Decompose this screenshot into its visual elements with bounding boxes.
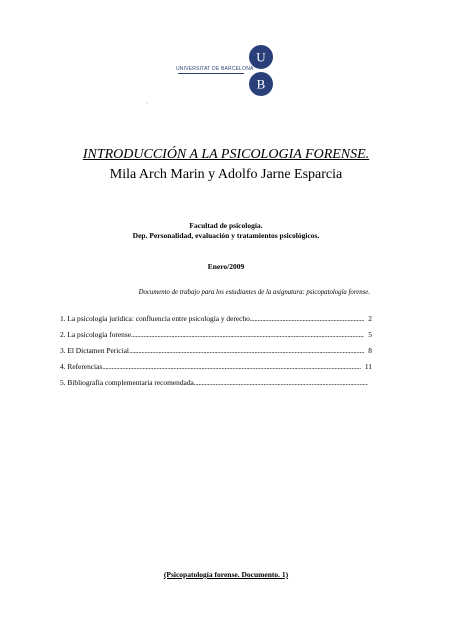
toc-leader-dots [250, 314, 364, 323]
faculty-name: Facultad de psicología. [189, 221, 263, 230]
university-logo [176, 42, 276, 102]
small-mark: · [146, 101, 148, 107]
toc-entry-label: 1. La psicología jurídica: confluencia entre psicología y derecho [60, 314, 250, 323]
toc-entry[interactable] [60, 362, 372, 378]
faculty-block [0, 221, 452, 241]
toc-entry-page: 8 [368, 346, 372, 355]
document-title: INTRODUCCIÓN A LA PSICOLOGIA FORENSE. [82, 147, 370, 162]
toc-leader-dots [129, 346, 364, 355]
toc-entry[interactable] [60, 330, 372, 346]
logo-letter-u: U [256, 49, 266, 65]
toc-entry-label: 3. El Dictamen Pericial [60, 346, 129, 355]
toc-entry-label: 5. Bibliografía complementaria recomendada [60, 378, 194, 387]
department-name: Dep. Personalidad, evaluación y tratamientos psicológicos. [132, 231, 320, 240]
ub-shield-icon [248, 44, 274, 98]
toc-entry[interactable] [60, 314, 372, 330]
toc-entry[interactable] [60, 346, 372, 362]
toc-entry[interactable] [60, 378, 372, 394]
toc-entry-page: 11 [364, 362, 372, 371]
toc-entry-label: 2. La psicología forense [60, 330, 132, 339]
logo-letter-b: B [256, 76, 266, 92]
toc-leader-dots [131, 330, 364, 339]
document-note: Documento de trabajo para los estudiantes de la asignatura: psicopatología forense. [138, 289, 370, 296]
table-of-contents [60, 314, 372, 394]
toc-leader-dots [102, 362, 361, 371]
document-footer: (Psicopatología forense. Documento. 1) [163, 570, 289, 579]
document-date: Enero/2009 [207, 262, 245, 271]
toc-entry-page: 2 [368, 314, 372, 323]
toc-entry-page: 5 [368, 330, 372, 339]
toc-leader-dots [194, 378, 368, 387]
logo-text: UNIVERSITAT DE BARCELONA [176, 66, 254, 72]
logo-rule [178, 73, 244, 74]
document-authors: Mila Arch Marin y Adolfo Jarne Esparcia [109, 167, 343, 182]
toc-entry-label: 4. Referencias [60, 362, 103, 371]
